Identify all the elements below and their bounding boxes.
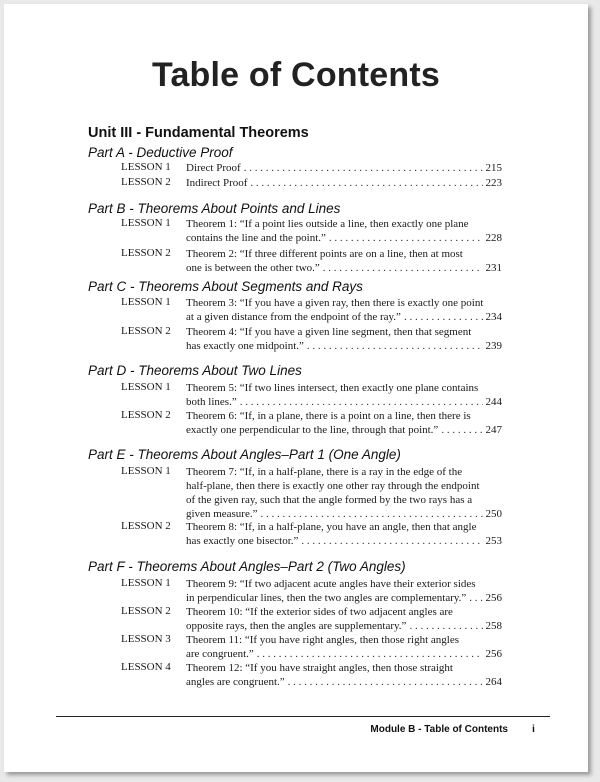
page-number: 247: [485, 424, 502, 436]
part-f-lesson-1-line-2: [186, 591, 502, 605]
entry-text: one is between the other two.”: [186, 262, 320, 274]
part-c-lesson-2-line-2: [186, 339, 502, 353]
entry-text: Theorem 4: “If you have a given line segment, then that segment: [186, 326, 472, 338]
dot-leader: [257, 647, 483, 661]
entry-text: Direct Proof: [186, 162, 241, 174]
dot-leader: [441, 423, 482, 437]
page-number: 253: [485, 535, 502, 547]
part-b-lesson-1-line-2: [186, 231, 502, 245]
entry-text: has exactly one bisector.”: [186, 535, 299, 547]
part-b-lesson-2-line-2: [186, 261, 502, 275]
part-f-lesson-1-label: LESSON 1: [121, 577, 171, 589]
dot-leader: [409, 619, 482, 633]
entry-text: opposite rays, then the angles are supplementary.”: [186, 620, 407, 632]
dot-leader: [404, 310, 483, 324]
part-a-lesson-1-label: LESSON 1: [121, 161, 171, 173]
dot-leader: [301, 534, 482, 548]
part-e-lesson-2-line-1: [186, 520, 502, 534]
entry-text: at a given distance from the endpoint of the ray.”: [186, 311, 401, 323]
page-number: 256: [485, 592, 502, 604]
page-number: 250: [485, 508, 502, 520]
part-f-lesson-4-line-1: [186, 661, 502, 675]
part-f-lesson-3-label: LESSON 3: [121, 633, 171, 645]
entry-text: Theorem 11: “If you have right angles, then those right angles: [186, 634, 459, 646]
entry-text: both lines.”: [186, 396, 237, 408]
entry-text: given measure.”: [186, 508, 258, 520]
part-e-lesson-2-label: LESSON 2: [121, 520, 171, 532]
page-number: 239: [485, 340, 502, 352]
part-e-lesson-1-label: LESSON 1: [121, 465, 171, 477]
footer-page-number: i: [532, 723, 535, 735]
entry-text: Theorem 10: “If the exterior sides of two adjacent angles are: [186, 606, 453, 618]
part-e-lesson-2-line-2: [186, 534, 502, 548]
page-number: 256: [485, 648, 502, 660]
entry-text: half-plane, then there is exactly one other ray through the endpoint: [186, 480, 480, 492]
entry-text: Theorem 1: “If a point lies outside a line, then exactly one plane: [186, 218, 469, 230]
page-number: 215: [485, 162, 502, 174]
part-d-lesson-2-line-1: [186, 409, 502, 423]
dot-leader: [250, 176, 482, 190]
dot-leader: [260, 507, 482, 521]
unit-heading: Unit III - Fundamental Theorems: [88, 125, 309, 141]
part-e-heading: Part E - Theorems About Angles–Part 1 (One Angle): [88, 447, 401, 462]
dot-leader: [307, 339, 483, 353]
entry-text: of the given ray, such that the angle formed by the two rays has a: [186, 494, 473, 506]
part-f-lesson-2-line-1: [186, 605, 502, 619]
entry-text: Theorem 9: “If two adjacent acute angles have their exterior sides: [186, 578, 476, 590]
entry-text: Theorem 5: “If two lines intersect, then exactly one plane contains: [186, 382, 479, 394]
entry-text: has exactly one midpoint.”: [186, 340, 304, 352]
part-f-lesson-4-line-2: [186, 675, 502, 689]
part-a-lesson-1-entry: [186, 161, 502, 175]
page-number: 228: [485, 232, 502, 244]
entry-text: Theorem 8: “If, in a half-plane, you have an angle, then that angle: [186, 521, 477, 533]
part-d-lesson-1-label: LESSON 1: [121, 381, 171, 393]
dot-leader: [244, 161, 483, 175]
part-c-lesson-1-line-2: [186, 310, 502, 324]
part-d-heading: Part D - Theorems About Two Lines: [88, 363, 302, 378]
part-f-lesson-1-line-1: [186, 577, 502, 591]
page-number: 231: [485, 262, 502, 274]
part-d-lesson-2-line-2: [186, 423, 502, 437]
part-f-lesson-3-line-2: [186, 647, 502, 661]
document-page: [4, 4, 588, 772]
part-e-lesson-1-line-4: [186, 507, 502, 521]
dot-leader: [323, 261, 483, 275]
part-f-heading: Part F - Theorems About Angles–Part 2 (Two Angles): [88, 559, 406, 574]
entry-text: are congruent.”: [186, 648, 254, 660]
page-title: Table of Contents: [152, 56, 440, 94]
entry-text: Theorem 3: “If you have a given ray, then there is exactly one point: [186, 297, 484, 309]
part-c-lesson-2-line-1: [186, 325, 502, 339]
footer-divider: [56, 716, 550, 717]
dot-leader: [240, 395, 483, 409]
part-f-lesson-2-line-2: [186, 619, 502, 633]
part-b-lesson-2-line-1: [186, 247, 502, 261]
page-number: 223: [485, 177, 502, 189]
part-d-lesson-1-line-1: [186, 381, 502, 395]
entry-text: Indirect Proof: [186, 177, 248, 189]
page-number: 264: [485, 676, 502, 688]
part-f-lesson-4-label: LESSON 4: [121, 661, 171, 673]
part-c-lesson-2-label: LESSON 2: [121, 325, 171, 337]
part-b-heading: Part B - Theorems About Points and Lines: [88, 201, 341, 216]
part-d-lesson-2-label: LESSON 2: [121, 409, 171, 421]
entry-text: Theorem 2: “If three different points are on a line, then at most: [186, 248, 463, 260]
dot-leader: [469, 591, 482, 605]
entry-text: angles are congruent.”: [186, 676, 285, 688]
part-a-lesson-2-label: LESSON 2: [121, 176, 171, 188]
part-e-lesson-1-line-1: [186, 465, 502, 479]
part-c-heading: Part C - Theorems About Segments and Rays: [88, 279, 363, 294]
part-a-lesson-2-entry: [186, 176, 502, 190]
entry-text: exactly one perpendicular to the line, through that point.”: [186, 424, 439, 436]
entry-text: Theorem 7: “If, in a half-plane, there is a ray in the edge of the: [186, 466, 463, 478]
part-c-lesson-1-line-1: [186, 296, 502, 310]
part-a-heading: Part A - Deductive Proof: [88, 145, 233, 160]
dot-leader: [329, 231, 483, 245]
part-b-lesson-1-line-1: [186, 217, 502, 231]
entry-text: contains the line and the point.”: [186, 232, 326, 244]
entry-text: in perpendicular lines, then the two angles are complementary.”: [186, 592, 467, 604]
part-f-lesson-2-label: LESSON 2: [121, 605, 171, 617]
part-b-lesson-1-label: LESSON 1: [121, 217, 171, 229]
entry-text: Theorem 6: “If, in a plane, there is a point on a line, then there is: [186, 410, 471, 422]
page-number: 234: [485, 311, 502, 323]
part-e-lesson-1-line-2: [186, 479, 502, 493]
footer-label: Module B - Table of Contents: [370, 724, 508, 735]
entry-text: Theorem 12: “If you have straight angles, then those straight: [186, 662, 453, 674]
part-e-lesson-1-line-3: [186, 493, 502, 507]
part-f-lesson-3-line-1: [186, 633, 502, 647]
part-c-lesson-1-label: LESSON 1: [121, 296, 171, 308]
dot-leader: [288, 675, 483, 689]
page-number: 244: [485, 396, 502, 408]
part-b-lesson-2-label: LESSON 2: [121, 247, 171, 259]
part-d-lesson-1-line-2: [186, 395, 502, 409]
page-number: 258: [485, 620, 502, 632]
